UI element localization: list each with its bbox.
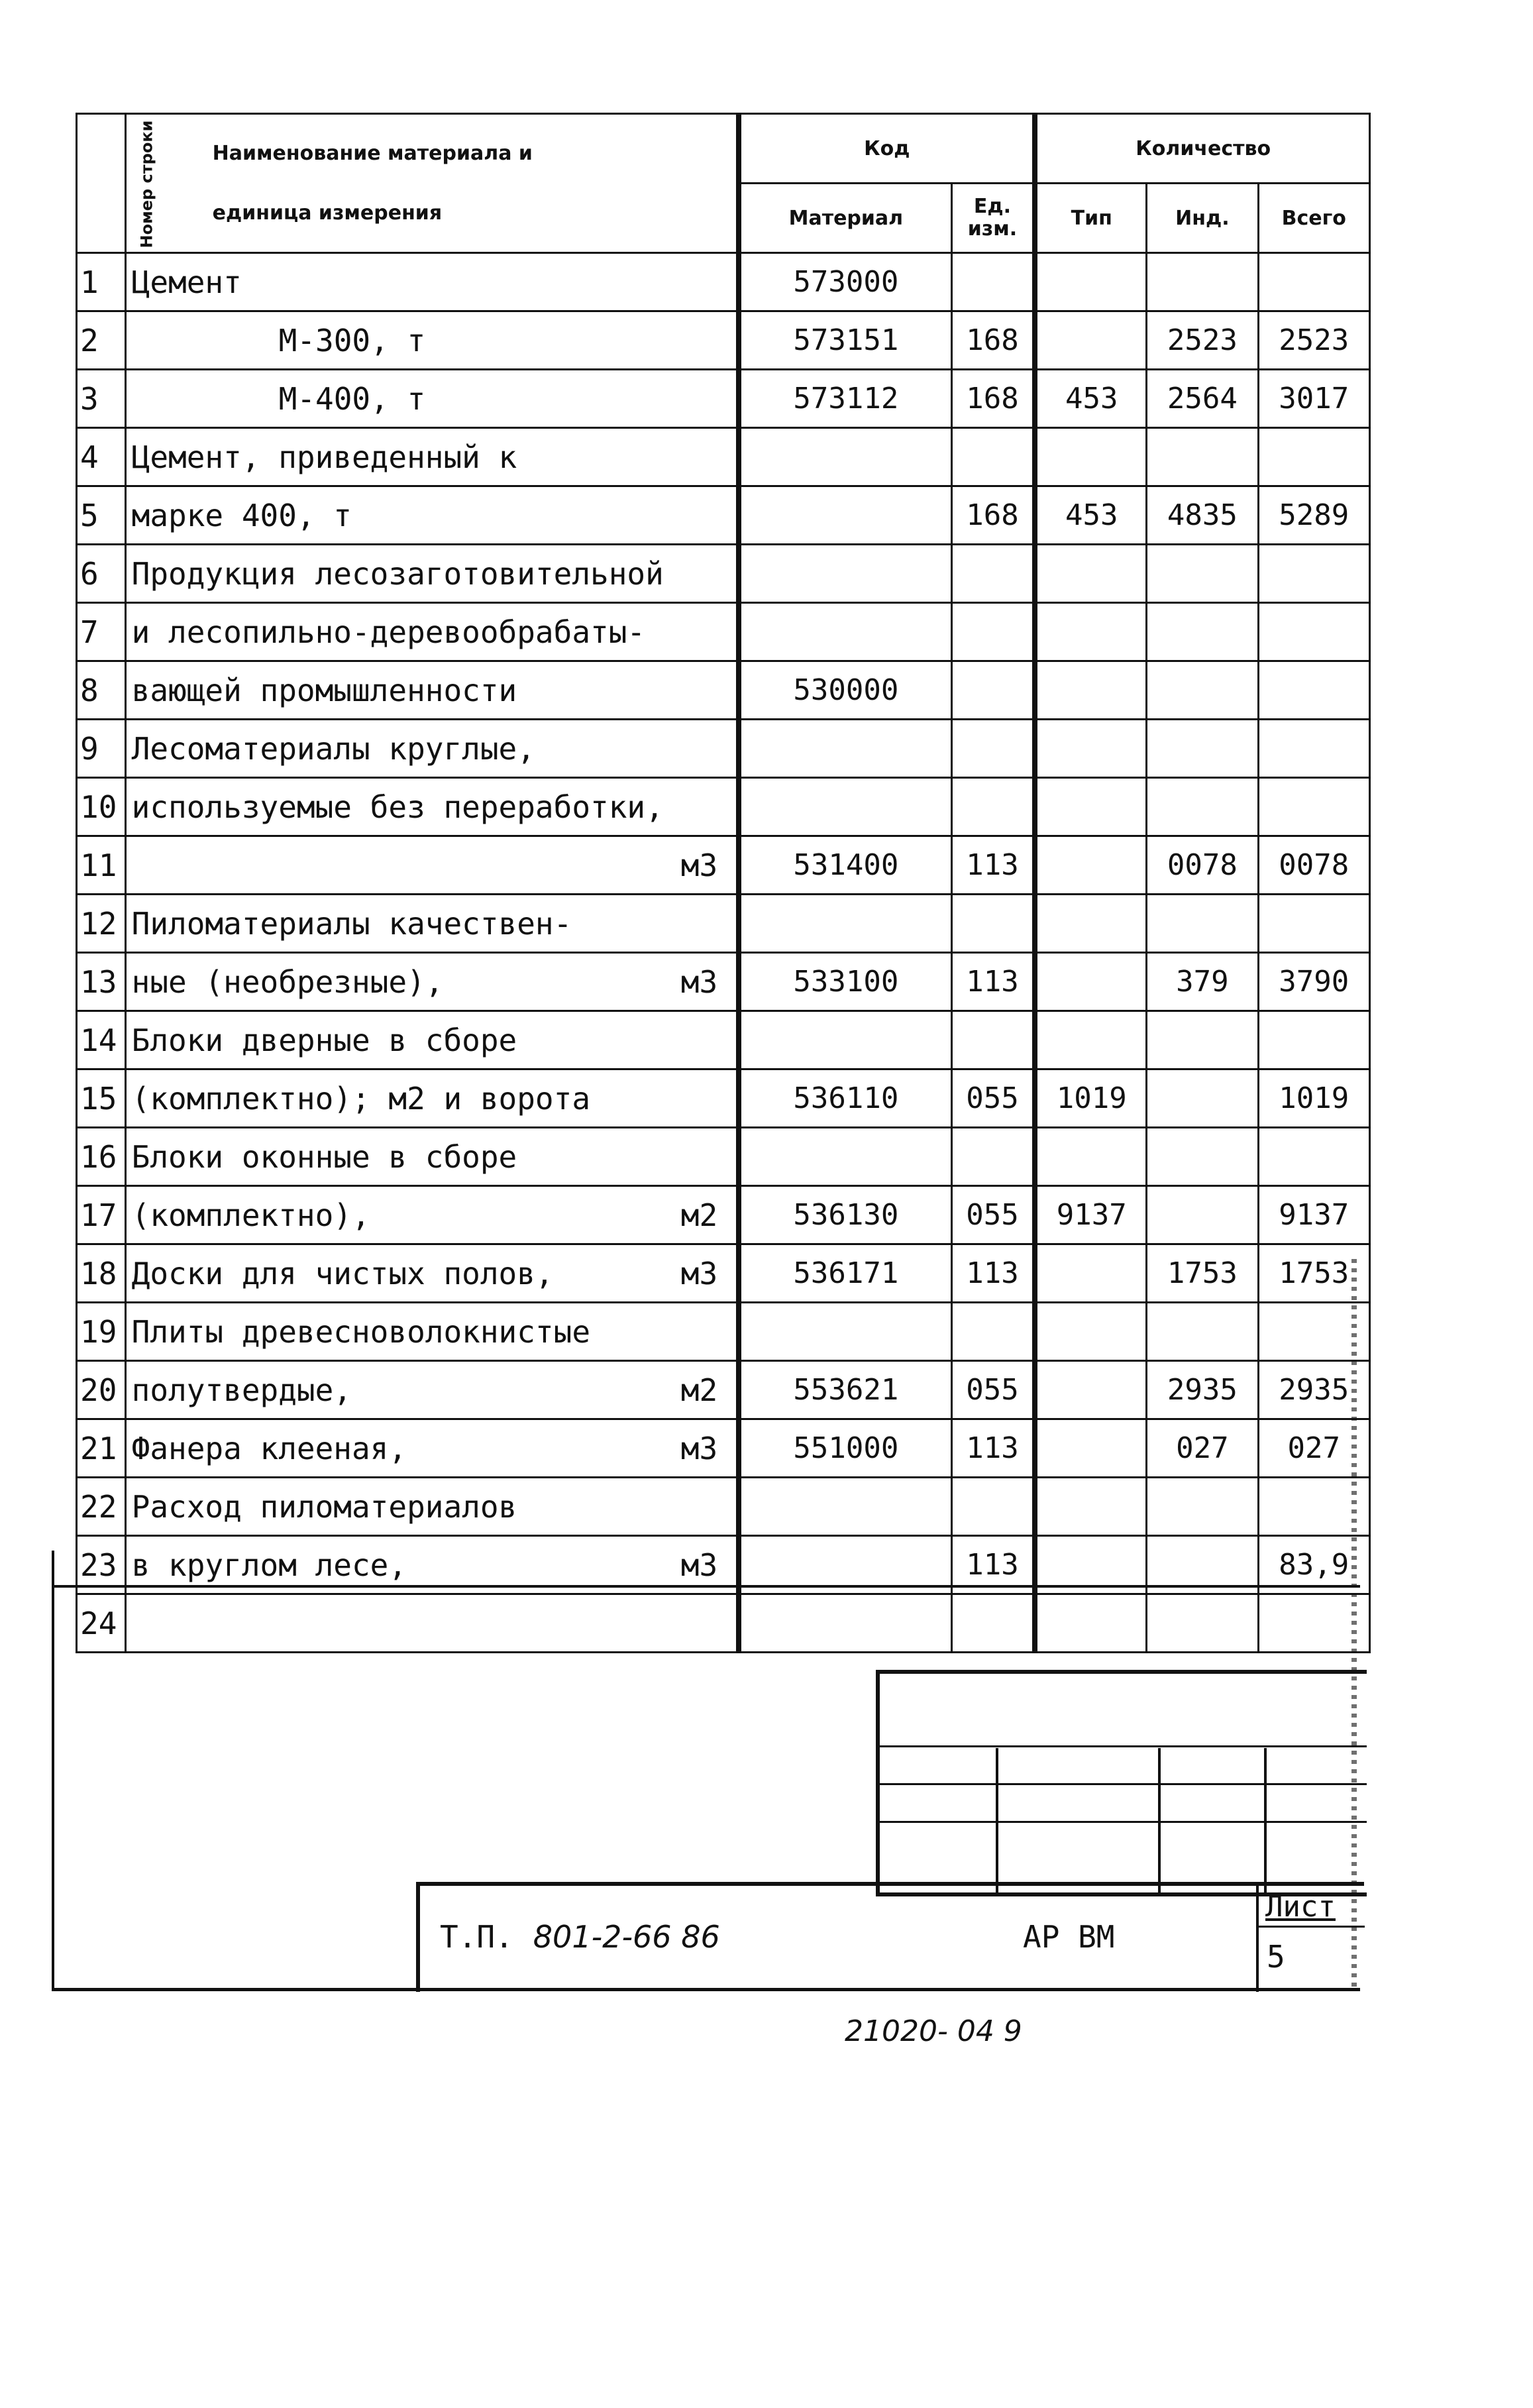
title-grid-line [1158, 1748, 1161, 1892]
material-code: 573112 [739, 370, 951, 428]
qty-total: 3017 [1258, 370, 1369, 428]
material-code: 533100 [739, 953, 951, 1011]
material-name [125, 836, 739, 895]
unit-code: 055 [951, 1361, 1035, 1419]
qty-type [1035, 1594, 1146, 1653]
qty-total: 0078 [1258, 836, 1369, 895]
row-number: 22 [77, 1478, 126, 1536]
qty-type [1035, 1361, 1146, 1419]
unit-code [951, 720, 1035, 778]
material-name [125, 1594, 739, 1653]
row-number: 4 [77, 428, 126, 486]
qty-ind [1147, 253, 1258, 311]
measure-unit: м3 [680, 1255, 718, 1291]
frame-bottom-line [52, 1988, 1360, 1991]
header-qty-type: Тип [1035, 184, 1146, 253]
qty-total [1258, 603, 1369, 661]
qty-type [1035, 778, 1146, 836]
material-name [125, 1244, 739, 1303]
qty-total [1258, 1011, 1369, 1069]
table-row [77, 1594, 1370, 1653]
qty-type [1035, 720, 1146, 778]
material-code: 536110 [739, 1069, 951, 1128]
qty-ind [1147, 1478, 1258, 1536]
table-row [77, 1186, 1370, 1244]
material-code: 573151 [739, 311, 951, 370]
section-code: АР ВМ [1023, 1919, 1115, 1955]
material-name [125, 661, 739, 720]
row-number: 17 [77, 1186, 126, 1244]
material-code [739, 1128, 951, 1186]
material-code: 530000 [739, 661, 951, 720]
unit-code [951, 1594, 1035, 1653]
unit-code: 113 [951, 836, 1035, 895]
qty-ind [1147, 1069, 1258, 1128]
title-block-stamp [416, 1882, 1364, 1992]
qty-type [1035, 1478, 1146, 1536]
qty-ind: 1753 [1147, 1244, 1258, 1303]
qty-ind [1147, 661, 1258, 720]
name-text: (комплектно), [131, 1197, 370, 1233]
qty-ind: 379 [1147, 953, 1258, 1011]
row-number: 3 [77, 370, 126, 428]
qty-type [1035, 1419, 1146, 1478]
qty-type: 1019 [1035, 1069, 1146, 1128]
qty-ind: 2523 [1147, 311, 1258, 370]
qty-ind [1147, 1128, 1258, 1186]
qty-ind [1147, 895, 1258, 953]
header-name-line1: Наименование материала и [212, 141, 533, 165]
frame-left-line [52, 1551, 54, 1988]
qty-ind: 2935 [1147, 1361, 1258, 1419]
qty-type: 453 [1035, 370, 1146, 428]
name-text: М-300, т [278, 322, 426, 358]
row-number: 21 [77, 1419, 126, 1478]
table-row [77, 1478, 1370, 1536]
material-name [125, 1478, 739, 1536]
qty-type: 9137 [1035, 1186, 1146, 1244]
row-number: 18 [77, 1244, 126, 1303]
header-quantity: Количество [1035, 114, 1369, 184]
table-row [77, 486, 1370, 545]
material-name [125, 486, 739, 545]
row-number: 1 [77, 253, 126, 311]
qty-ind: 027 [1147, 1419, 1258, 1478]
table-row [77, 720, 1370, 778]
row-number: 11 [77, 836, 126, 895]
table-row [77, 661, 1370, 720]
name-text: полутвердые, [131, 1372, 352, 1408]
title-grid-line [996, 1748, 998, 1892]
header-code: Код [739, 114, 1035, 184]
project-code [440, 1919, 720, 1955]
material-name [125, 545, 739, 603]
row-number: 23 [77, 1536, 126, 1594]
material-code [739, 428, 951, 486]
table-header [77, 114, 1370, 253]
measure-unit: м2 [680, 1197, 718, 1233]
header-qty-ind: Инд. [1147, 184, 1258, 253]
material-code [739, 1303, 951, 1361]
name-text: (комплектно); м2 и ворота [131, 1080, 591, 1117]
qty-ind [1147, 1594, 1258, 1653]
unit-code: 168 [951, 486, 1035, 545]
material-code [739, 1594, 951, 1653]
qty-ind: 2564 [1147, 370, 1258, 428]
qty-type [1035, 1244, 1146, 1303]
unit-code: 113 [951, 1536, 1035, 1594]
unit-code: 055 [951, 1186, 1035, 1244]
material-name [125, 1128, 739, 1186]
qty-ind [1147, 545, 1258, 603]
measure-unit: м3 [680, 963, 718, 1000]
name-text: Цемент [131, 264, 242, 300]
table-row [77, 1303, 1370, 1361]
header-qty-total: Всего [1258, 184, 1369, 253]
material-code [739, 486, 951, 545]
title-grid-line [1264, 1748, 1267, 1892]
material-name [125, 1186, 739, 1244]
material-name [125, 1361, 739, 1419]
unit-code [951, 661, 1035, 720]
row-number: 7 [77, 603, 126, 661]
table-row [77, 545, 1370, 603]
project-prefix: Т.П. [440, 1919, 513, 1955]
sheet-box [1256, 1886, 1365, 1992]
material-code: 536130 [739, 1186, 951, 1244]
qty-total: 83,9 [1258, 1536, 1369, 1594]
material-code: 551000 [739, 1419, 951, 1478]
qty-total [1258, 428, 1369, 486]
unit-code [951, 603, 1035, 661]
qty-total: 1019 [1258, 1069, 1369, 1128]
row-number: 14 [77, 1011, 126, 1069]
header-code-material: Материал [739, 184, 951, 253]
table-row [77, 253, 1370, 311]
material-name [125, 253, 739, 311]
row-number: 10 [77, 778, 126, 836]
row-number: 5 [77, 486, 126, 545]
qty-ind [1147, 1011, 1258, 1069]
qty-ind: 0078 [1147, 836, 1258, 895]
unit-code [951, 1478, 1035, 1536]
qty-total: 1753 [1258, 1244, 1369, 1303]
qty-type [1035, 311, 1146, 370]
qty-type [1035, 661, 1146, 720]
material-code [739, 1478, 951, 1536]
measure-unit: м2 [680, 1372, 718, 1408]
row-number: 12 [77, 895, 126, 953]
qty-ind [1147, 778, 1258, 836]
name-text: вающей промышленности [131, 672, 517, 708]
qty-type [1035, 953, 1146, 1011]
header-row-number: Номер строки [77, 114, 126, 253]
material-code [739, 1011, 951, 1069]
title-grid-line [880, 1821, 1367, 1823]
qty-ind: 4835 [1147, 486, 1258, 545]
table-row [77, 778, 1370, 836]
qty-type [1035, 253, 1146, 311]
row-number: 15 [77, 1069, 126, 1128]
measure-unit: м3 [680, 847, 718, 883]
unit-code [951, 545, 1035, 603]
qty-type [1035, 1128, 1146, 1186]
header-name [125, 114, 739, 253]
qty-total: 027 [1258, 1419, 1369, 1478]
material-code [739, 545, 951, 603]
name-text: марке 400, т [131, 497, 352, 533]
qty-type [1035, 545, 1146, 603]
name-text: Доски для чистых полов, [131, 1255, 554, 1291]
name-text: Фанера клееная, [131, 1430, 407, 1466]
qty-type [1035, 1011, 1146, 1069]
unit-code: 168 [951, 370, 1035, 428]
qty-total: 9137 [1258, 1186, 1369, 1244]
table-row [77, 1244, 1370, 1303]
name-text: ные (необрезные), [131, 963, 444, 1000]
material-name [125, 1069, 739, 1128]
title-grid-line [880, 1745, 1367, 1747]
material-name [125, 720, 739, 778]
qty-total [1258, 720, 1369, 778]
name-text: Блоки оконные в сборе [131, 1138, 517, 1175]
row-number: 19 [77, 1303, 126, 1361]
sheet-number: 5 [1267, 1939, 1285, 1975]
inventory-number: 21020- 04 9 [845, 2014, 1022, 2048]
table-row [77, 1069, 1370, 1128]
qty-type [1035, 428, 1146, 486]
row-number: 6 [77, 545, 126, 603]
unit-code [951, 778, 1035, 836]
material-name [125, 1303, 739, 1361]
qty-total: 3790 [1258, 953, 1369, 1011]
unit-code: 113 [951, 1244, 1035, 1303]
row-number: 9 [77, 720, 126, 778]
qty-ind [1147, 1303, 1258, 1361]
qty-ind [1147, 428, 1258, 486]
qty-total [1258, 661, 1369, 720]
qty-type [1035, 836, 1146, 895]
table-row [77, 428, 1370, 486]
material-name [125, 895, 739, 953]
unit-code: 168 [951, 311, 1035, 370]
table-row [77, 311, 1370, 370]
qty-ind [1147, 1186, 1258, 1244]
row-number: 24 [77, 1594, 126, 1653]
material-name [125, 953, 739, 1011]
name-text: Лесоматериалы круглые, [131, 730, 535, 767]
table-row [77, 603, 1370, 661]
sheet-divider [1259, 1926, 1365, 1928]
material-name [125, 370, 739, 428]
measure-unit: м3 [680, 1547, 718, 1583]
material-name [125, 311, 739, 370]
qty-total [1258, 895, 1369, 953]
name-text: используемые без переработки, [131, 789, 664, 825]
qty-type [1035, 1303, 1146, 1361]
materials-table [76, 113, 1371, 1653]
name-text: Продукция лесозаготовительной [131, 555, 664, 592]
material-code: 536171 [739, 1244, 951, 1303]
unit-code: 055 [951, 1069, 1035, 1128]
qty-total [1258, 1128, 1369, 1186]
name-text: Цемент, приведенный к [131, 439, 517, 475]
material-code [739, 778, 951, 836]
table-row [77, 953, 1370, 1011]
frame-divider-line [52, 1585, 1360, 1588]
material-name [125, 428, 739, 486]
row-number: 20 [77, 1361, 126, 1419]
material-name [125, 778, 739, 836]
name-text: в круглом лесе, [131, 1547, 407, 1583]
unit-code [951, 1011, 1035, 1069]
material-name [125, 1011, 739, 1069]
material-code: 531400 [739, 836, 951, 895]
table-row [77, 1011, 1370, 1069]
table-row [77, 1361, 1370, 1419]
table-row [77, 1419, 1370, 1478]
header-code-unit: Ед. изм. [951, 184, 1035, 253]
unit-code [951, 1128, 1035, 1186]
name-text: Пиломатериалы качествен- [131, 905, 572, 942]
title-grid-line [880, 1783, 1367, 1785]
sheet-label: Лист [1265, 1890, 1336, 1924]
row-number: 13 [77, 953, 126, 1011]
material-name [125, 603, 739, 661]
qty-ind [1147, 720, 1258, 778]
name-text: Блоки дверные в сборе [131, 1022, 517, 1058]
material-code [739, 895, 951, 953]
title-block-grid [876, 1670, 1367, 1896]
unit-code: 113 [951, 1419, 1035, 1478]
header-name-line2: единица измерения [212, 201, 443, 225]
qty-type [1035, 603, 1146, 661]
qty-total: 2935 [1258, 1361, 1369, 1419]
qty-ind [1147, 603, 1258, 661]
qty-type: 453 [1035, 486, 1146, 545]
row-number: 2 [77, 311, 126, 370]
qty-total: 2523 [1258, 311, 1369, 370]
unit-code [951, 1303, 1035, 1361]
material-code [739, 603, 951, 661]
table-row [77, 370, 1370, 428]
name-text: М-400, т [278, 380, 426, 417]
measure-unit: м3 [680, 1430, 718, 1466]
qty-type [1035, 895, 1146, 953]
unit-code [951, 895, 1035, 953]
qty-total [1258, 545, 1369, 603]
unit-code [951, 428, 1035, 486]
table-body [77, 253, 1370, 1653]
material-name [125, 1419, 739, 1478]
row-number: 16 [77, 1128, 126, 1186]
material-code [739, 720, 951, 778]
table-row [77, 836, 1370, 895]
material-code: 573000 [739, 253, 951, 311]
unit-code: 113 [951, 953, 1035, 1011]
qty-total [1258, 778, 1369, 836]
qty-total: 5289 [1258, 486, 1369, 545]
material-code: 553621 [739, 1361, 951, 1419]
unit-code [951, 253, 1035, 311]
qty-total [1258, 253, 1369, 311]
name-text: и лесопильно-деревообрабаты- [131, 614, 646, 650]
table-row [77, 1128, 1370, 1186]
name-text: Плиты древесноволокнистые [131, 1313, 591, 1350]
project-number: 801-2-66 86 [533, 1919, 720, 1955]
table-row [77, 895, 1370, 953]
row-number: 8 [77, 661, 126, 720]
name-text: Расход пиломатериалов [131, 1488, 517, 1525]
